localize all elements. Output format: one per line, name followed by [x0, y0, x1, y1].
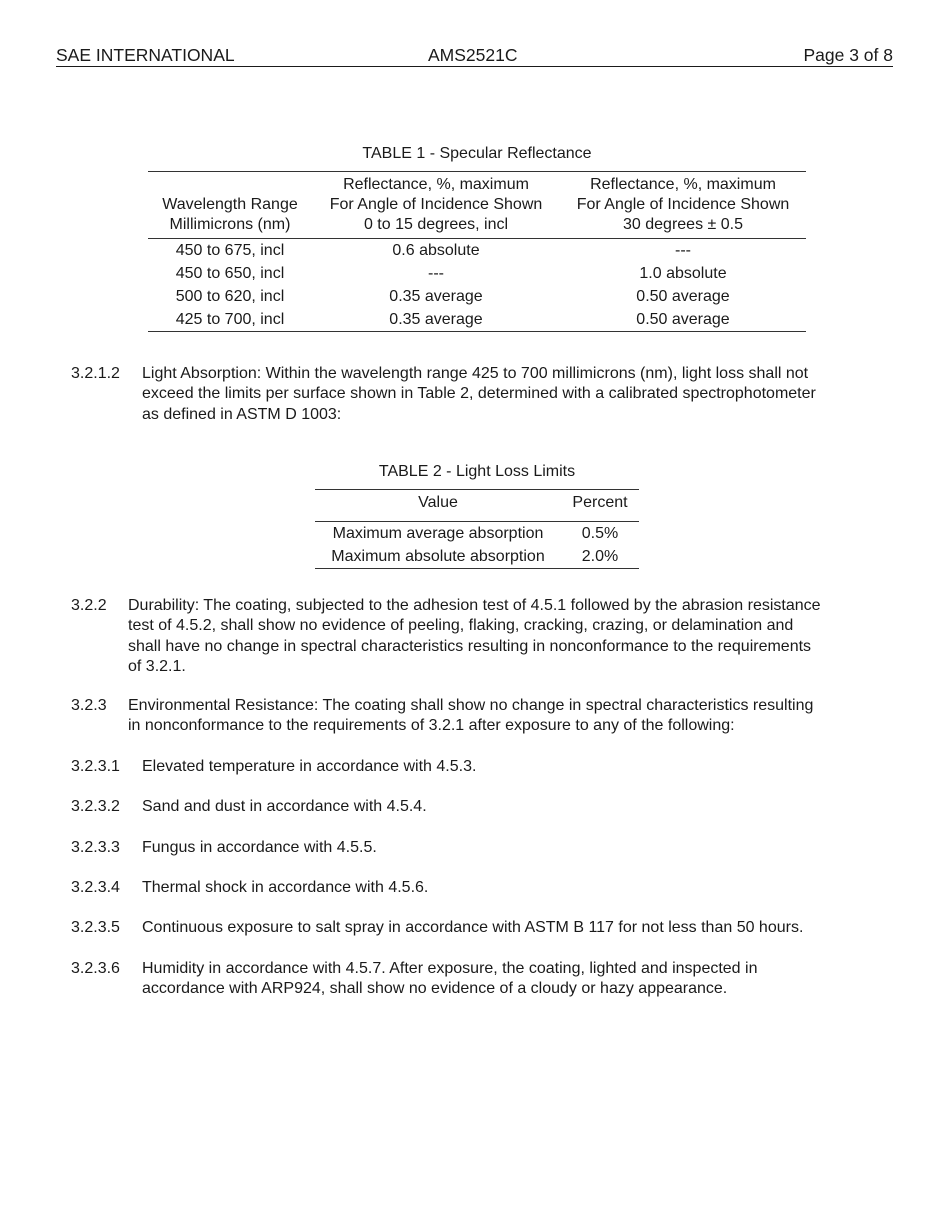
- table-cell: 0.5%: [581, 525, 619, 542]
- table-cell: ---: [675, 242, 691, 259]
- section-3-2-1-2: [71, 364, 871, 425]
- table-cell: 0.6 absolute: [392, 242, 480, 259]
- table-row: [315, 545, 639, 569]
- section-3-2-3-5: [71, 918, 871, 938]
- section-number: 3.2.3.1: [71, 758, 120, 775]
- section-text: Sand and dust in accordance with 4.5.4.: [142, 798, 427, 815]
- section-number: 3.2.3.3: [71, 839, 120, 856]
- table-cell: Maximum average absorption: [332, 525, 544, 542]
- table-cell: 425 to 700, incl: [175, 311, 285, 328]
- section-3-2-3-6: [71, 959, 871, 1000]
- table-row: [148, 285, 806, 308]
- section-3-2-3-2: [71, 797, 871, 817]
- section-number: 3.2.3.2: [71, 798, 120, 815]
- table-row: [315, 522, 639, 546]
- table-cell: 1.0 absolute: [639, 265, 727, 282]
- table1-header-row: [148, 172, 806, 239]
- section-number: 3.2.3.6: [71, 960, 120, 977]
- table2-header-value: Value: [315, 490, 561, 522]
- section-text: Durability: The coating, subjected to the adhesion test of 4.5.1 followed by the abrasion resistance test of 4.5.2, shall show no evidence of peeling, flaking, cracking, crazing, or delamination and shall have no change in spectral characteristics resulting in nonconformance to the requirements of 3.2.1.: [128, 597, 821, 675]
- table1-header-reflectance-0-15: Reflectance, %, maximum For Angle of Incidence Shown 0 to 15 degrees, incl: [312, 172, 560, 239]
- section-text: Humidity in accordance with 4.5.7. After exposure, the coating, lighted and inspected in accordance with ARP924, shall show no evidence of a cloudy or hazy appearance.: [142, 960, 758, 998]
- section-text: Thermal shock in accordance with 4.5.6.: [142, 879, 429, 896]
- section-3-2-3-3: [71, 838, 871, 858]
- header-document-id: AMS2521C: [428, 45, 518, 65]
- section-3-2-3-1: [71, 757, 871, 777]
- table-row: [148, 239, 806, 263]
- section-number: 3.2.2: [71, 597, 107, 614]
- table2-header-row: [315, 490, 639, 522]
- header-organization: SAE INTERNATIONAL: [56, 45, 235, 65]
- table1-header-wavelength: Wavelength Range Millimicrons (nm): [148, 172, 312, 239]
- section-text: Fungus in accordance with 4.5.5.: [142, 839, 377, 856]
- section-number: 3.2.3.4: [71, 879, 120, 896]
- section-text: Light Absorption: Within the wavelength range 425 to 700 millimicrons (nm), light loss shall not exceed the limits per surface shown in Table 2, determined with a calibrated spectrophotometer as defined in ASTM D 1003:: [142, 365, 816, 423]
- section-number: 3.2.3: [71, 697, 107, 714]
- section-text: Elevated temperature in accordance with 4.5.3.: [142, 758, 477, 775]
- table2-caption: TABLE 2 - Light Loss Limits: [378, 463, 576, 480]
- section-number: 3.2.1.2: [71, 365, 120, 382]
- table-row: [148, 308, 806, 332]
- table1-caption: TABLE 1 - Specular Reflectance: [362, 145, 592, 162]
- section-3-2-3-4: [71, 878, 871, 898]
- table-cell: 0.50 average: [636, 311, 730, 328]
- page-header: [56, 44, 893, 67]
- table2-header-percent: Percent: [561, 490, 639, 522]
- table1-header-reflectance-30: Reflectance, %, maximum For Angle of Incidence Shown 30 degrees ± 0.5: [560, 172, 806, 239]
- table-cell: ---: [428, 265, 444, 282]
- table-cell: 2.0%: [581, 548, 619, 565]
- table-cell: 0.50 average: [636, 288, 730, 305]
- section-text: Continuous exposure to salt spray in accordance with ASTM B 117 for not less than 50 hours.: [142, 919, 804, 936]
- table-cell: 450 to 650, incl: [175, 265, 285, 282]
- section-3-2-2: [71, 596, 871, 677]
- light-loss-limits-table: [315, 489, 639, 569]
- table-cell: 450 to 675, incl: [175, 242, 285, 259]
- table-cell: 0.35 average: [389, 311, 483, 328]
- table-cell: 500 to 620, incl: [175, 288, 285, 305]
- section-3-2-3: [71, 696, 871, 737]
- table-row: [148, 262, 806, 285]
- table-cell: Maximum absolute absorption: [331, 548, 545, 565]
- table-cell: 0.35 average: [389, 288, 483, 305]
- specular-reflectance-table: [148, 171, 806, 332]
- section-number: 3.2.3.5: [71, 919, 120, 936]
- section-text: Environmental Resistance: The coating shall show no change in spectral characteristics resulting in nonconformance to the requirements of 3.2.1 after exposure to any of the following:: [128, 697, 814, 735]
- header-page-number: Page 3 of 8: [803, 45, 893, 65]
